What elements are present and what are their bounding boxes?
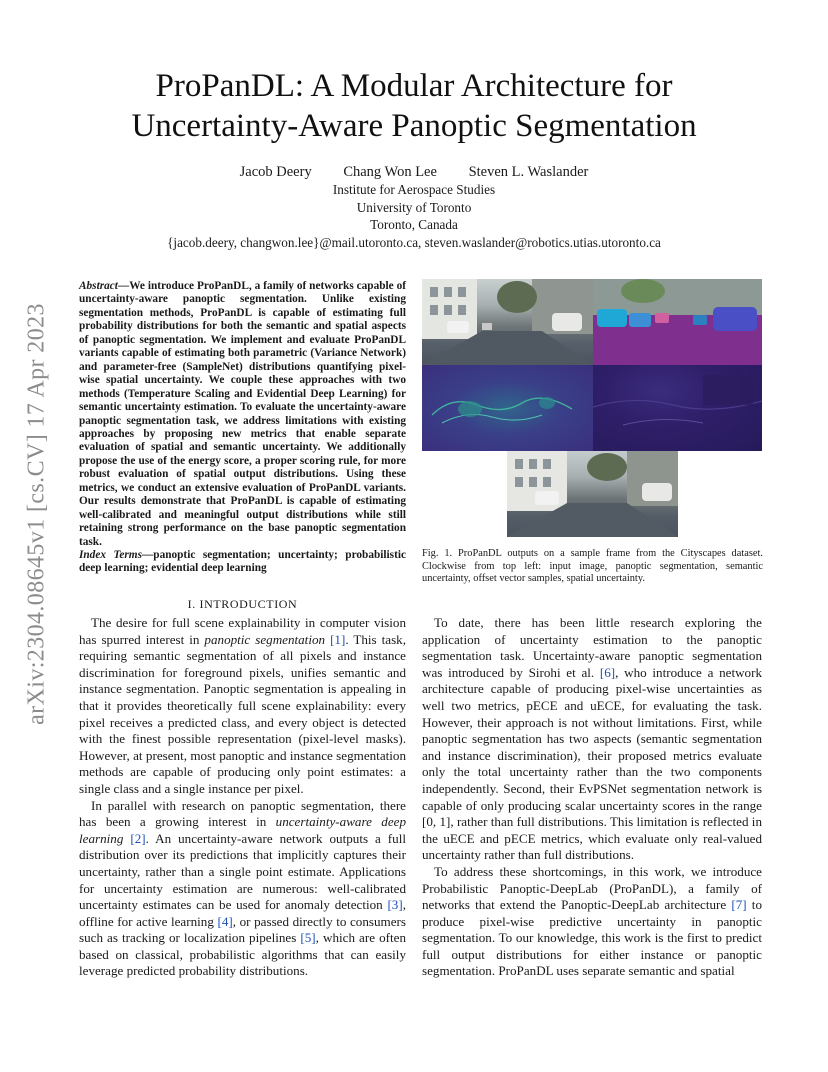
figure-1 bbox=[422, 279, 762, 537]
offset-samples-image bbox=[422, 365, 593, 451]
citation-link[interactable]: [5] bbox=[300, 930, 316, 946]
author-name: Steven L. Waslander bbox=[468, 164, 589, 180]
author-emails: {jacob.deery, changwon.lee}@mail.utoronto.ca, steven.waslander@robotics.utias.utoronto.ca bbox=[167, 234, 661, 250]
affiliation-location: Toronto, Canada bbox=[370, 217, 458, 232]
arxiv-identifier-text: arXiv:2304.08645v1 [cs.CV] 17 Apr 2023 bbox=[23, 303, 50, 725]
panoptic-mask-image bbox=[593, 279, 762, 365]
text-run: , or passed directly to consumers such as tracking or localization pipelines bbox=[79, 913, 406, 946]
affiliation-university: University of Toronto bbox=[356, 199, 472, 215]
arxiv-identifier bbox=[22, 284, 52, 744]
input-image-panel bbox=[422, 279, 593, 365]
affiliation-block bbox=[0, 181, 828, 251]
spatial-uncertainty-image bbox=[507, 451, 678, 537]
citation-link[interactable]: [4] bbox=[217, 913, 233, 929]
citation-link[interactable]: [1] bbox=[330, 631, 346, 647]
citation-link[interactable]: [7] bbox=[731, 897, 747, 913]
author-name: Jacob Deery bbox=[239, 164, 312, 180]
abstract: Abstract—We introduce ProPanDL, a family of networks capable of uncertainty-aware panoptic segmentation. Unlike existing segmentation methods, ProPanDL is capable of estimating full probability distributions for both the semantic and spatial aspects of panoptic segmentation. We implement and evaluate ProPanDL variants capable of estimating both parametric (Variance Network) and parameter-free (SampleNet) distributions quantifying pixel-wise spatial uncertainty. We couple these approaches with two methods (Temperature Scaling and Evidential Deep Learning) for semantic uncertainty estimation. To evaluate the uncertainty-aware panoptic segmentation task, we address limitations with existing approaches by proposing new metrics that enable separate evaluation of spatial and semantic uncertainty. We additionally propose the use of the energy score, a proper scoring rule, for more robust evaluation of spatial output distributions. Using these metrics, we conduct an extensive evaluation of ProPanDL variants. Our results demonstrate that ProPanDL is capable of estimating well-calibrated and meaningful output distributions while still retaining strong performance on the base panoptic segmentation task. bbox=[79, 280, 406, 548]
text-run: To date, there has been little research exploring the application of uncertainty estimation to the panoptic segmentation task. Uncertainty-aware panoptic segmentation was introduced by Sirohi et al. bbox=[422, 615, 762, 680]
text-run: In parallel with research on panoptic segmentation, there has been a growing interest in bbox=[79, 797, 406, 830]
left-column-body bbox=[79, 615, 406, 980]
index-terms-text: panoptic segmentation; uncertainty; probabilistic deep learning; evidential deep learning bbox=[79, 549, 406, 575]
index-terms: Index Terms—panoptic segmentation; uncertainty; probabilistic deep learning; evidential deep learning bbox=[79, 549, 406, 575]
street-scene-image bbox=[422, 279, 593, 365]
text-run: , who introduce a network architecture capable of producing pixel-wise uncertainties as well two metrics, pECE and uECE, for evaluating the task. However, their approach is not without limitations. First, while panoptic segmentation has two aspects (semantic segmentation and instance discrimination), their proposed metrics evaluate only the total uncertainty rather than the two components independently. Second, their EvPSNet segmentation network is capable of only producing scalar uncertainty scores in the range [0, 1], rather than full distributions. This limitation is reflected in the uECE and pECE metrics, which evaluate only real-valued uncertainty rather than full distributions. bbox=[422, 664, 762, 863]
right-column-body bbox=[422, 615, 762, 980]
abstract-text: We introduce ProPanDL, a family of networks capable of uncertainty-aware panoptic segmentation. Unlike existing segmentation methods, ProPanDL is capable of estimating full probability distributions for both the semantic and spatial aspects of panoptic segmentation. We implement and evaluate ProPanDL variants capable of estimating both parametric (Variance Network) and parameter-free (SampleNet) distributions quantifying pixel-wise spatial uncertainty. We couple these approaches with two methods (Temperature Scaling and Evidential Deep Learning) for semantic uncertainty estimation. To evaluate the uncertainty-aware panoptic segmentation task, we address limitations with existing approaches by proposing new metrics that enable separate evaluation of spatial and semantic uncertainty. We additionally propose the use of the energy score, a proper scoring rule, for more robust evaluation of spatial output distributions. Using these metrics, we conduct an extensive evaluation of ProPanDL variants. Our results demonstrate that ProPanDL is capable of estimating well-calibrated and meaningful output distributions while still retaining strong performance on the base panoptic segmentation task. bbox=[79, 280, 406, 548]
semantic-uncertainty-image bbox=[593, 365, 762, 451]
title-line-2: Uncertainty-Aware Panoptic Segmentation bbox=[131, 108, 697, 144]
figure-caption: Fig. 1. ProPanDL outputs on a sample frame from the Cityscapes dataset. Clockwise from top left: input image, panoptic segmentation, semantic uncertainty, offset vector samples, spatial uncertainty. bbox=[422, 548, 763, 585]
affiliation-institute: Institute for Aerospace Studies bbox=[332, 182, 496, 197]
text-run: , offline for active learning bbox=[79, 897, 406, 929]
text-run: , which are often based on classical, probabilistic algorithms that can easily leverage predicted probability distributions. bbox=[79, 930, 406, 979]
semantic-uncertainty-panel bbox=[593, 365, 762, 451]
title-line-1: ProPanDL: A Modular Architecture for bbox=[155, 68, 673, 104]
citation-link[interactable]: [3] bbox=[387, 897, 403, 913]
author-name: Chang Won Lee bbox=[343, 164, 437, 180]
emphasis-text: panoptic segmentation bbox=[204, 631, 326, 647]
author-list bbox=[0, 163, 828, 181]
paragraph bbox=[422, 615, 762, 864]
citation-link[interactable]: [2] bbox=[130, 830, 146, 846]
section-heading: I. INTRODUCTION bbox=[187, 597, 298, 611]
paragraph bbox=[422, 864, 762, 980]
text-run: to produce pixel-wise predictive uncertainty in panoptic segmentation. To our knowledge, this work is the first to predict full output distributions for either instance or panoptic segmentation. ProPanDL uses separate semantic and spatial bbox=[422, 897, 762, 979]
paragraph bbox=[79, 798, 406, 981]
panoptic-segmentation-panel bbox=[593, 279, 762, 365]
citation-link[interactable]: [6] bbox=[599, 664, 616, 680]
text-run: To address these shortcomings, in this work, we introduce Probabilistic Panoptic-DeepLab (ProPanDL), a family of networks that extend the Panoptic-DeepLab architecture bbox=[422, 863, 762, 913]
spatial-uncertainty-panel bbox=[507, 451, 678, 537]
abstract-label: Abstract bbox=[79, 280, 118, 292]
text-run: The desire for full scene explainability in computer vision has spurred interest in bbox=[79, 615, 406, 647]
text-run: . An uncertainty-aware network outputs a full distribution over its predictions that implicitly captures their uncertainty, rather than a single point estimate. Applications for uncertainty estimation are numerous: well-calibrated uncertainty estimates can be used for anomaly detection bbox=[79, 830, 406, 913]
index-terms-label: Index Terms bbox=[79, 549, 142, 561]
paper-title bbox=[0, 66, 828, 146]
text-run: . This task, requiring semantic segmentation of all pixels and instance discrimination for foreground pixels, unifies semantic and instance segmentation. Panoptic segmentation is appealing in that it provides theoretically full scene explainability: every pixel receives a predicted class, and every object is detected with the finest possible representation (pixel-level masks). However, at present, most panoptic and instance segmentation methods are capable of producing only point estimates: a single class and a single instance per pixel. bbox=[79, 631, 407, 796]
paragraph bbox=[79, 615, 406, 798]
emphasis-text: uncertainty-aware deep learning bbox=[79, 814, 406, 846]
offset-vector-samples-panel bbox=[422, 365, 593, 451]
